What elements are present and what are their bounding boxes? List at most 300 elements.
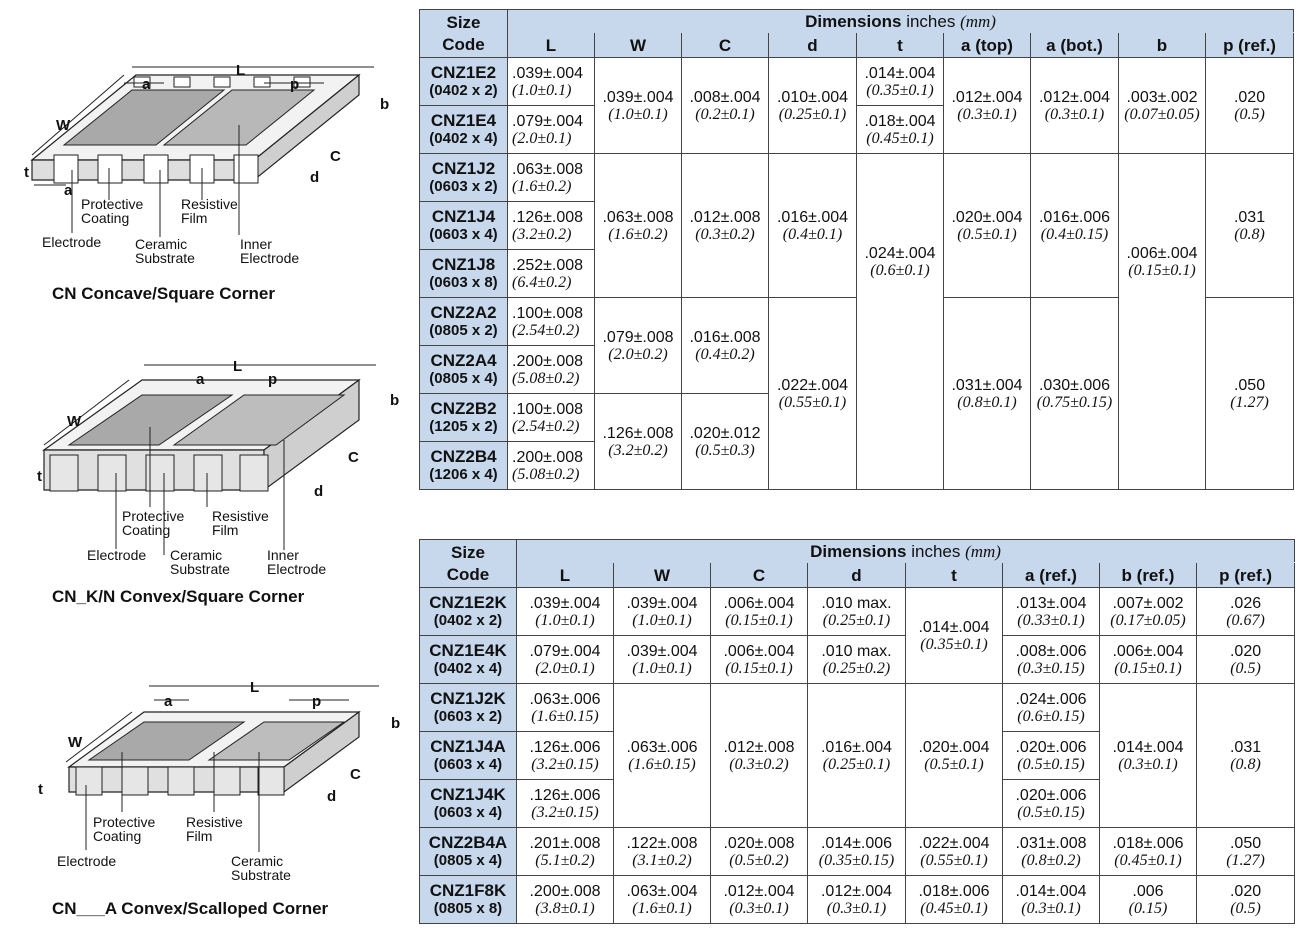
convex-square-diagram <box>14 355 406 580</box>
text: (0805 x 2) <box>429 322 498 339</box>
mm-value: (0.15) <box>1128 899 1168 917</box>
cell-W <box>595 154 682 298</box>
inch-value: .200±.008 <box>529 882 601 900</box>
inch-value: .020±.004 <box>918 738 990 756</box>
inch-value: .016±.006 <box>1038 208 1111 226</box>
table-row <box>420 684 1295 732</box>
cell-b <box>1119 58 1206 154</box>
mm-value: (0.25±0.1) <box>778 105 847 123</box>
inch-value: .012±.004 <box>951 88 1023 106</box>
mm-value: (0.35±0.1) <box>920 635 988 653</box>
mm-value: (0.45±0.1) <box>866 129 934 147</box>
dim-t: t <box>24 164 29 181</box>
inch-value: .050 <box>1229 834 1262 852</box>
label-protective: Protective <box>93 814 156 830</box>
dim-t: t <box>37 468 42 485</box>
inch-value: .024±.004 <box>864 244 936 262</box>
inch-value: .008±.006 <box>1015 642 1087 660</box>
inch-value: .039±.004 <box>626 594 698 612</box>
inch-value: .039±.004 <box>512 64 584 82</box>
mm-value: (1.0±0.1) <box>632 611 692 629</box>
cell-W <box>614 588 711 636</box>
mm-value: (0.25±0.1) <box>822 611 891 629</box>
text: (0402 x 2) <box>433 612 503 629</box>
mm-value: (0.8±0.1) <box>957 393 1017 411</box>
text: Code <box>442 34 485 54</box>
col-header: p (ref.) <box>1206 33 1294 58</box>
cell-a <box>1003 828 1100 876</box>
dim-C: C <box>348 449 359 466</box>
mm-value: (0.3±0.1) <box>729 899 789 917</box>
dim-W: W <box>56 117 71 134</box>
text: (0603 x 4) <box>429 226 498 243</box>
inch-value: .024±.006 <box>1015 690 1087 708</box>
cell-p <box>1206 58 1294 154</box>
col-header: L <box>517 563 614 588</box>
inch-value: .031±.004 <box>951 376 1023 394</box>
cell-a <box>1003 636 1100 684</box>
text: CNZ1J4K <box>430 785 506 804</box>
mm-value: (2.54±0.2) <box>512 321 580 339</box>
inch-value: .020±.004 <box>951 208 1023 226</box>
cell-b <box>1119 154 1206 490</box>
mm-value: (0.15±0.1) <box>725 659 793 677</box>
cell-C <box>682 154 769 298</box>
text: inches <box>906 11 956 31</box>
mm-value: (0.33±0.1) <box>1017 611 1085 629</box>
cell-C <box>711 636 808 684</box>
dim-L: L <box>236 62 246 79</box>
figure-concave-square <box>14 55 406 270</box>
mm-value: (1.6±0.15) <box>628 755 696 773</box>
text: Code <box>446 564 490 584</box>
inch-value: .039±.004 <box>602 88 674 106</box>
cell-C <box>711 828 808 876</box>
text: CNZ1E4K <box>429 641 507 660</box>
cell-C <box>682 394 769 490</box>
mm-value: (0.4±0.2) <box>695 345 755 363</box>
text: (0603 x 8) <box>429 274 498 291</box>
figure-title-convex-square: CN_K/N Convex/Square Corner <box>52 587 305 606</box>
inch-value: .014±.004 <box>1015 882 1087 900</box>
mm-value: (0.5±0.1) <box>924 755 984 773</box>
dim-a-top: a <box>142 76 151 93</box>
mm-value: (1.0±0.1) <box>608 105 668 123</box>
inch-value: .031±.008 <box>1015 834 1087 852</box>
mm-value: (0.8) <box>1230 755 1261 773</box>
figure-convex-scalloped <box>14 672 406 887</box>
mm-value: (0.15±0.1) <box>725 611 793 629</box>
inch-value: .026 <box>1229 594 1262 612</box>
mm-value: (5.1±0.2) <box>535 851 595 869</box>
text: (mm) <box>960 11 996 31</box>
mm-value: (0.3±0.1) <box>957 105 1017 123</box>
cell-L <box>508 106 595 154</box>
table-row <box>420 154 1294 202</box>
text: (1206 x 4) <box>429 466 498 483</box>
label-inner: Inner <box>240 236 272 252</box>
inch-value: .020 <box>1229 642 1262 660</box>
text: (mm) <box>965 541 1001 561</box>
inch-value: .031 <box>1229 738 1262 756</box>
cell-b <box>1100 876 1197 924</box>
mm-value: (0.3±0.1) <box>1021 899 1081 917</box>
inch-value: .012±.004 <box>820 882 893 900</box>
cell-d <box>808 828 906 876</box>
inch-value: .006 <box>1132 882 1164 900</box>
size-code-cell <box>420 202 508 250</box>
cell-p <box>1197 876 1295 924</box>
cell-W <box>614 828 711 876</box>
inch-value: .039±.004 <box>529 594 601 612</box>
mm-value: (3.2±0.15) <box>531 755 599 773</box>
cell-W <box>595 298 682 394</box>
dim-a-top: a <box>164 693 173 710</box>
label-protective: Protective <box>81 196 144 212</box>
mm-value: (0.3±0.2) <box>695 225 755 243</box>
mm-value: (2.0±0.1) <box>535 659 595 677</box>
inch-value: .126±.008 <box>512 208 584 226</box>
mm-value: (2.0±0.2) <box>608 345 668 363</box>
mm-value: (0.5±0.2) <box>729 851 789 869</box>
text: CNZ1J4A <box>430 737 506 756</box>
inch-value: .022±.004 <box>776 376 849 394</box>
cell-L <box>517 876 614 924</box>
col-header: W <box>595 33 682 58</box>
inch-value: .006±.004 <box>723 594 795 612</box>
cell-L <box>508 298 595 346</box>
cell-W <box>595 394 682 490</box>
mm-value: (0.67) <box>1226 611 1265 629</box>
text: (0603 x 4) <box>433 756 503 773</box>
table-row <box>420 636 1295 684</box>
inch-value: .014±.004 <box>864 64 936 82</box>
label-film: Film <box>181 210 208 226</box>
cell-d <box>808 636 906 684</box>
mm-value: (1.0±0.1) <box>512 81 572 99</box>
inch-value: .014±.004 <box>918 618 990 636</box>
cell-L <box>508 58 595 106</box>
mm-value: (0.07±0.05) <box>1124 105 1200 123</box>
size-code-cell <box>420 154 508 202</box>
inch-value: .100±.008 <box>512 304 584 322</box>
inch-value: .079±.008 <box>602 328 674 346</box>
cell-t <box>857 58 944 106</box>
text: (0603 x 2) <box>433 708 503 725</box>
cell-a-bot <box>1031 298 1119 490</box>
cell-W <box>595 58 682 154</box>
mm-value: (0.5±0.1) <box>957 225 1017 243</box>
col-header: b (ref.) <box>1100 563 1197 588</box>
col-header: t <box>906 563 1003 588</box>
inch-value: .016±.008 <box>689 328 761 346</box>
mm-value: (0.2±0.1) <box>695 105 755 123</box>
mm-value: (0.17±0.05) <box>1110 611 1186 629</box>
inch-value: .018±.004 <box>864 112 936 130</box>
cell-a <box>1003 732 1100 780</box>
cell-a-bot <box>1031 58 1119 154</box>
col-header: d <box>808 563 906 588</box>
cell-d <box>769 154 857 298</box>
mm-value: (0.25±0.1) <box>822 755 891 773</box>
inch-value: .063±.006 <box>626 738 698 756</box>
mm-value: (0.8±0.2) <box>1021 851 1081 869</box>
dim-C: C <box>350 766 361 783</box>
inch-value: .018±.006 <box>1112 834 1184 852</box>
label-coating: Coating <box>81 210 130 226</box>
inch-value: .200±.008 <box>512 448 584 466</box>
inch-value: .013±.004 <box>1015 594 1087 612</box>
label-substrate: Substrate <box>135 250 195 266</box>
mm-value: (0.6±0.15) <box>1017 707 1085 725</box>
mm-value: (0.4±0.15) <box>1040 225 1109 243</box>
mm-value: (0.8) <box>1234 225 1265 243</box>
inch-value: .006±.004 <box>1126 244 1198 262</box>
mm-value: (0.4±0.1) <box>782 225 843 243</box>
text: CNZ1E2K <box>429 593 507 612</box>
cell-L <box>517 636 614 684</box>
mm-value: (0.3±0.2) <box>729 755 789 773</box>
mm-value: (3.1±0.2) <box>632 851 692 869</box>
col-header: b <box>1119 33 1206 58</box>
mm-value: (0.3±0.15) <box>1017 659 1085 677</box>
cell-d <box>769 298 857 490</box>
figure-title-convex-scalloped: CN___A Convex/Scalloped Corner <box>52 899 329 918</box>
mm-value: (0.6±0.1) <box>870 261 930 279</box>
cell-a-top <box>944 154 1031 298</box>
mm-value: (0.5±0.3) <box>695 441 755 459</box>
cell-a <box>1003 780 1100 828</box>
cell-C <box>711 684 808 828</box>
mm-value: (0.55±0.1) <box>778 393 847 411</box>
inch-value: .003±.002 <box>1126 88 1198 106</box>
col-header: d <box>769 33 857 58</box>
cell-a <box>1003 684 1100 732</box>
mm-value: (1.6±0.2) <box>512 177 572 195</box>
cell-b <box>1100 828 1197 876</box>
cell-a-top <box>944 298 1031 490</box>
dim-W: W <box>67 413 82 430</box>
inch-value: .010±.004 <box>776 88 849 106</box>
label-coating: Coating <box>122 522 171 538</box>
inch-value: .020±.012 <box>689 424 761 442</box>
inch-value: .039±.004 <box>626 642 698 660</box>
inch-value: .079±.004 <box>529 642 601 660</box>
mm-value: (0.3±0.1) <box>1118 755 1178 773</box>
text: CNZ1F8K <box>429 881 507 900</box>
size-code-cell <box>420 876 517 924</box>
dimensions-table-concave <box>419 9 1294 490</box>
inch-value: .016±.004 <box>776 208 849 226</box>
text: (0805 x 4) <box>433 852 503 869</box>
cell-b <box>1100 588 1197 636</box>
cell-W <box>614 684 711 828</box>
mm-value: (0.75±0.15) <box>1036 393 1113 411</box>
mm-value: (0.5) <box>1234 105 1265 123</box>
dimensions-table-convex <box>419 539 1295 924</box>
inch-value: .010 max. <box>821 594 892 612</box>
size-code-cell <box>420 828 517 876</box>
cell-b <box>1100 684 1197 828</box>
cell-W <box>614 636 711 684</box>
text: Size <box>450 542 486 562</box>
inch-value: .063±.004 <box>626 882 698 900</box>
text: CNZ1J2K <box>430 689 506 708</box>
cell-t <box>857 106 944 154</box>
mm-value: (5.08±0.2) <box>512 465 580 483</box>
text: CNZ1J4 <box>431 207 496 226</box>
dimensions-header <box>508 10 1294 33</box>
label-film: Film <box>186 828 213 844</box>
dim-p: p <box>312 693 322 710</box>
dim-p: p <box>290 76 300 93</box>
text: (0603 x 4) <box>433 804 503 821</box>
label-resistive: Resistive <box>181 196 238 212</box>
label-ceramic: Ceramic <box>231 853 284 869</box>
dim-d: d <box>327 788 337 805</box>
text: CNZ1J8 <box>431 255 496 274</box>
label-substrate: Substrate <box>231 867 291 883</box>
mm-value: (0.15±0.1) <box>1114 659 1182 677</box>
text: Dimensions <box>805 11 902 31</box>
inch-value: .010 max. <box>821 642 892 660</box>
text: CNZ2B4A <box>428 833 508 852</box>
col-header: a (bot.) <box>1031 33 1119 58</box>
inch-value: .020 <box>1229 882 1262 900</box>
text: CNZ2B2 <box>430 399 497 418</box>
cell-t <box>906 876 1003 924</box>
concave-square-diagram <box>14 55 406 270</box>
size-code-cell <box>420 732 517 780</box>
col-header: L <box>508 33 595 58</box>
label-electrode: Electrode <box>87 547 147 563</box>
mm-value: (6.4±0.2) <box>512 273 572 291</box>
cell-p <box>1206 298 1294 490</box>
inch-value: .014±.006 <box>820 834 893 852</box>
label-substrate: Substrate <box>170 561 230 577</box>
text: (0805 x 4) <box>429 370 498 387</box>
col-header: a (top) <box>944 33 1031 58</box>
mm-value: (1.27) <box>1226 851 1265 869</box>
dim-L: L <box>233 358 243 375</box>
table-row <box>420 588 1295 636</box>
dim-d: d <box>310 169 320 186</box>
cell-L <box>517 588 614 636</box>
mm-value: (0.5±0.15) <box>1017 755 1085 773</box>
label-coating: Coating <box>93 828 142 844</box>
dim-p: p <box>268 371 278 388</box>
cell-L <box>517 828 614 876</box>
col-header: C <box>711 563 808 588</box>
size-code-cell <box>420 780 517 828</box>
size-code-cell <box>420 636 517 684</box>
text: (0402 x 2) <box>429 82 498 99</box>
cell-C <box>682 298 769 394</box>
text: (0402 x 4) <box>433 660 503 677</box>
figure-convex-square <box>14 355 406 580</box>
size-code-cell <box>420 298 508 346</box>
mm-value: (1.0±0.1) <box>535 611 595 629</box>
cell-C <box>711 876 808 924</box>
size-code-cell <box>420 58 508 106</box>
cell-t <box>906 828 1003 876</box>
figure-title-concave-square: CN Concave/Square Corner <box>52 284 275 303</box>
cell-p <box>1197 636 1295 684</box>
inch-value: .050 <box>1233 376 1266 394</box>
mm-value: (0.45±0.1) <box>1114 851 1182 869</box>
convex-scalloped-diagram <box>14 672 406 887</box>
cell-L <box>508 154 595 202</box>
mm-value: (2.54±0.2) <box>512 417 580 435</box>
cell-b <box>1100 636 1197 684</box>
cell-L <box>508 202 595 250</box>
cell-a-top <box>944 58 1031 154</box>
inch-value: .016±.004 <box>820 738 893 756</box>
mm-value: (0.35±0.1) <box>866 81 934 99</box>
label-film: Film <box>212 522 239 538</box>
mm-value: (3.8±0.1) <box>535 899 595 917</box>
table-row <box>420 58 1294 106</box>
cell-a-bot <box>1031 154 1119 298</box>
cell-d <box>808 876 906 924</box>
mm-value: (0.35±0.15) <box>818 851 895 869</box>
inch-value: .126±.006 <box>529 738 601 756</box>
label-inner: Inner <box>267 547 299 563</box>
mm-value: (3.2±0.15) <box>531 803 599 821</box>
size-code-cell <box>420 442 508 490</box>
mm-value: (1.6±0.2) <box>608 225 668 243</box>
table-row <box>420 828 1295 876</box>
label-electrode: Electrode <box>57 853 117 869</box>
text: CNZ2A4 <box>430 351 497 370</box>
mm-value: (0.45±0.1) <box>920 899 988 917</box>
inch-value: .031 <box>1233 208 1266 226</box>
size-code-header <box>420 540 517 588</box>
text: (1205 x 2) <box>429 418 498 435</box>
cell-p <box>1197 588 1295 636</box>
label-electrode: Electrode <box>42 234 102 250</box>
dim-b: b <box>380 96 390 113</box>
dim-C: C <box>330 148 341 165</box>
inch-value: .100±.008 <box>512 400 584 418</box>
mm-value: (1.6±0.15) <box>531 707 599 725</box>
text: CNZ2A2 <box>430 303 497 322</box>
col-header: a (ref.) <box>1003 563 1100 588</box>
mm-value: (1.27) <box>1230 393 1269 411</box>
inch-value: .122±.008 <box>626 834 698 852</box>
col-header: C <box>682 33 769 58</box>
inch-value: .020±.006 <box>1015 738 1087 756</box>
mm-value: (5.08±0.2) <box>512 369 580 387</box>
text: CNZ1E2 <box>430 63 497 82</box>
inch-value: .012±.004 <box>1038 88 1111 106</box>
dimensions-header <box>517 540 1295 563</box>
label-inner-electrode: Electrode <box>240 250 300 266</box>
inch-value: .008±.004 <box>689 88 761 106</box>
mm-value: (0.25±0.2) <box>822 659 891 677</box>
inch-value: .012±.008 <box>689 208 761 226</box>
inch-value: .012±.004 <box>723 882 795 900</box>
text: (0603 x 2) <box>429 178 498 195</box>
text: (0402 x 4) <box>429 130 498 147</box>
cell-C <box>711 588 808 636</box>
cell-d <box>769 58 857 154</box>
dim-d: d <box>314 483 324 500</box>
size-code-cell <box>420 684 517 732</box>
text: (0805 x 8) <box>433 900 503 917</box>
inch-value: .252±.008 <box>512 256 584 274</box>
mm-value: (0.55±0.1) <box>920 851 988 869</box>
